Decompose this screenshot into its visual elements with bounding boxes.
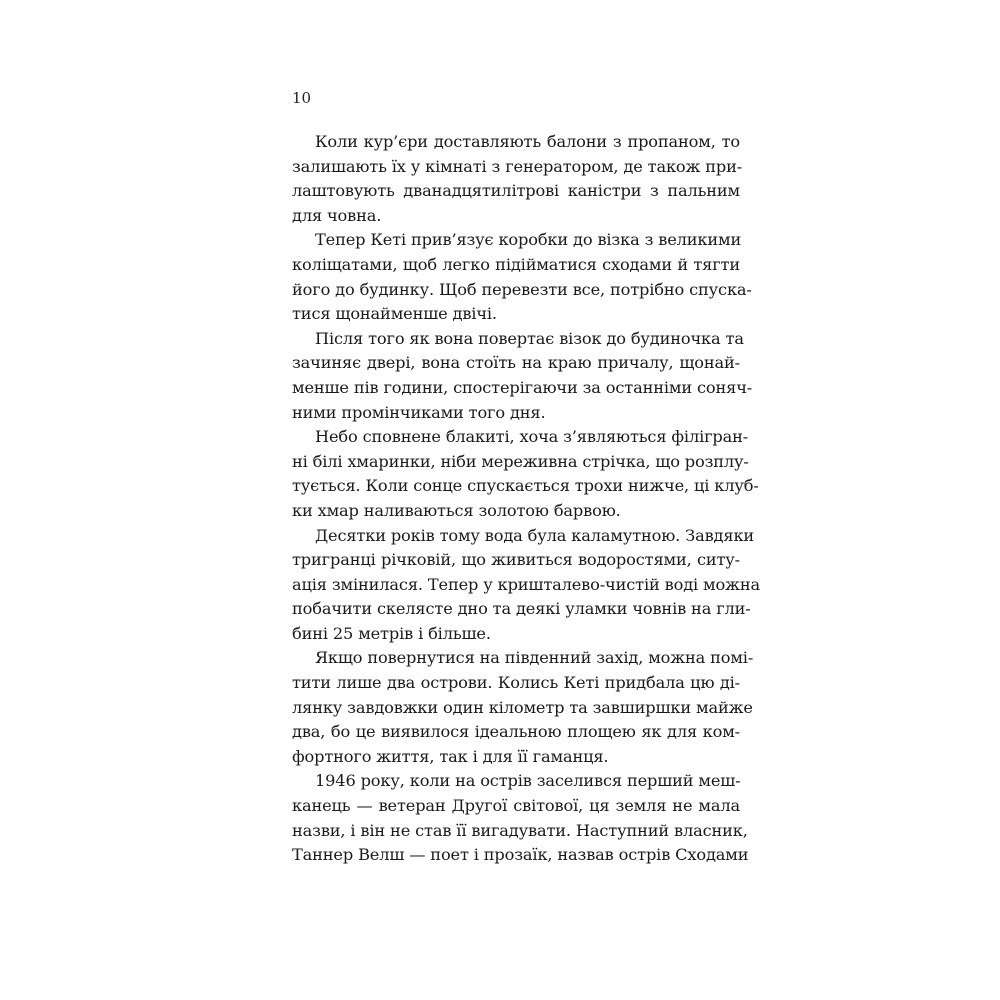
text-line: Десятки років тому вода була каламутною. Завдяки xyxy=(315,525,755,545)
text-line: 1946 року, коли на острів заселився перший меш- xyxy=(315,771,741,791)
text-line: тити лише два острови. Колись Кеті придбала цю ді- xyxy=(292,673,740,693)
text-line: його до будинку. Щоб перевезти все, потрібно спуска- xyxy=(292,279,752,299)
text-line: Якщо повернутися на південний захід, можна помі- xyxy=(315,648,754,668)
text-line: залишають їх у кімнаті з генератором, де також при- xyxy=(292,156,743,176)
page-number: 10 xyxy=(292,89,312,107)
text-line: лянку завдовжки один кілометр та завширшки майже xyxy=(292,697,753,717)
text-line: фортного життя, так і для її гаманця. xyxy=(292,746,609,766)
text-line: ні білі хмаринки, ніби мереживна стрічка, що розплу- xyxy=(292,451,749,471)
text-line: зачиняє двері, вона стоїть на краю причалу, щонай- xyxy=(292,353,740,373)
text-line: Коли кур’єри доставляють балони з пропаном, то xyxy=(315,132,740,151)
text-line: коліщатами, щоб легко підійматися сходами й тягти xyxy=(292,254,740,274)
body-text xyxy=(292,130,760,868)
text-line: Небо сповнене блакиті, хоча з’являються філігран- xyxy=(315,427,749,447)
text-line: лаштовують дванадцятилітрові каністри з пальним xyxy=(292,181,740,201)
text-line: менше пів години, спостерігаючи за останніми соняч- xyxy=(292,377,753,397)
text-line: для човна. xyxy=(292,205,382,225)
text-line: два, бо це виявилося ідеальною площею як для ком- xyxy=(292,722,740,742)
text-line: Після того як вона повертає візок до будиночка та xyxy=(315,328,744,348)
text-line: Тепер Кеті прив’язує коробки до візка з великими xyxy=(315,230,742,250)
text-line: ація змінилася. Тепер у кришталево-чистій воді можна xyxy=(292,574,760,594)
text-line: тися щонайменше двічі. xyxy=(292,304,497,324)
text-line: побачити скелясте дно та деякі уламки човнів на гли- xyxy=(292,599,751,619)
text-line: тується. Коли сонце спускається трохи нижче, ці клуб- xyxy=(292,476,759,496)
text-line: канець — ветеран Другої світової, ця земля не мала xyxy=(292,796,740,816)
text-line: ними промінчиками того дня. xyxy=(292,402,546,422)
text-line: назви, і він не став її вигадувати. Наступний власник, xyxy=(292,820,748,840)
text-line: Таннер Велш — поет і прозаїк, назвав острів Сходами xyxy=(292,845,749,865)
text-line: бині 25 метрів і більше. xyxy=(292,623,491,643)
text-line: тригранці річковій, що живиться водоростями, ситу- xyxy=(292,550,740,570)
text-line: ки хмар наливаються золотою барвою. xyxy=(292,500,621,520)
